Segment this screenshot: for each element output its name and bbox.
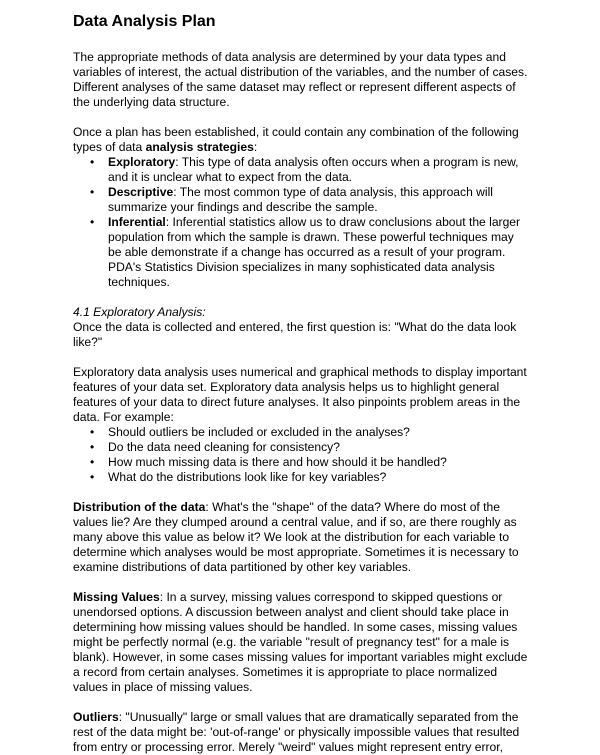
list-item: • Do the data need cleaning for consistency? [108, 440, 530, 455]
intro-paragraph: The appropriate methods of data analysis are determined by your data types and variables of interest, the actual distribution of the variables, and the number of cases. Different analyses of the same dataset may reflect or represent different aspects of the underlying data structure. [73, 50, 528, 109]
strategy-item-descriptive [108, 185, 530, 215]
strategy-item-inferential [108, 215, 530, 290]
plan-paragraph [73, 125, 530, 155]
question-list [73, 425, 530, 485]
strategy-term: Inferential [108, 215, 166, 229]
strategy-term: Descriptive [108, 185, 174, 199]
plan-lead-end: : [253, 140, 258, 154]
strategy-item-exploratory [108, 155, 530, 185]
distribution-paragraph [73, 500, 530, 575]
distribution-term: Distribution of the data [73, 500, 206, 514]
list-item: • Should outliers be included or excluded in the analyses? [108, 425, 530, 440]
section-question: Once the data is collected and entered, the first question is: "What do the data look like?" [73, 320, 517, 349]
outliers-text: : "Unusually" large or small values that are dramatically separated from the rest of the data might be: 'out-of-range' or physically impossible values that resulted from entry or processing error. Merely "weird" values might represent entry error, [73, 710, 520, 754]
document-title: Data Analysis Plan [73, 13, 216, 30]
strategy-text: : The most common type of data analysis, this approach will summarize your findings and describe the sample. [108, 185, 493, 214]
plan-lead: Once a plan has been established, it could contain any combination of the following types of data [73, 125, 519, 154]
strategy-text: : Inferential statistics allow us to draw conclusions about the larger population from which the sample is drawn. These powerful techniques may be able demonstrate if a change has occurred as a result of your program. PDA's Statistics Division specializes in many sophisticated data analysis techniques. [108, 215, 521, 289]
section-heading: 4.1 Exploratory Analysis: [73, 305, 206, 319]
outliers-paragraph [73, 710, 530, 755]
outliers-term: Outliers [73, 710, 119, 724]
missing-values-paragraph [73, 590, 530, 695]
strategy-list [73, 155, 530, 290]
plan-lead-bold: analysis strategies [145, 140, 254, 154]
eda-paragraph: Exploratory data analysis uses numerical and graphical methods to display important features of your data set. Exploratory data analysis helps us to highlight general features of your data to direct future analyses. It also pinpoints problem areas in the data. For example: [73, 365, 527, 424]
strategy-term: Exploratory [108, 155, 176, 169]
strategy-text: : This type of data analysis often occurs when a program is new, and it is unclear what to expect from the data. [108, 155, 519, 184]
distribution-text: : What's the "shape" of the data? Where do most of the values lie? Are they clumped around a central value, and if so, are there roughly as many above this value as below it? We look at the distribution for each variable to determine which analyses would be most appropriate. Sometimes it is necessary to examine distributions of data partitioned by other key variables. [73, 500, 519, 574]
list-item: • What do the distributions look like for key variables? [108, 470, 530, 485]
missing-values-text: : In a survey, missing values correspond to skipped questions or unendorsed options. A discussion between analyst and client should take place in determining how missing values should be handled. In some cases, missing values might be perfectly normal (e.g. the variable "result of pregnancy test" for a male is blank). However, in some cases missing values for important variables might exclude a record from certain analyses. Sometimes it is appropriate to place normalized values in place of missing values. [73, 590, 528, 694]
list-item: • How much missing data is there and how should it be handled? [108, 455, 530, 470]
missing-values-term: Missing Values [73, 590, 160, 604]
